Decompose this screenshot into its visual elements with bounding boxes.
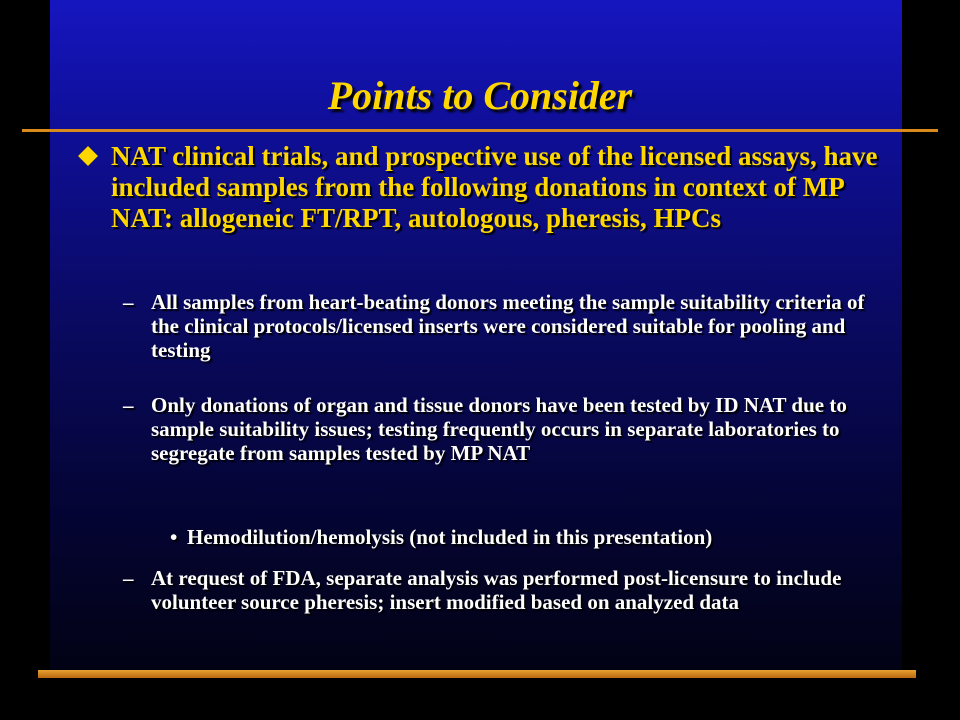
dash-bullet-icon: – [123,393,134,417]
sub-bullet-2: Only donations of organ and tissue donors have been tested by ID NAT due to sample suitability issues; testing frequently occurs in separate laboratories to segregate from samples tested by MP NAT [151,393,847,465]
dash-bullet-icon: – [123,566,134,590]
dot-bullet-icon: • [170,525,178,549]
main-bullet-text: NAT clinical trials, and prospective use of the licensed assays, have included samples from the following donations in context of MP NAT: allogeneic FT/RPT, autologous, pheresis, HPCs [111,141,878,233]
dash-bullet-icon: – [123,290,134,314]
title-divider [22,129,938,132]
sub-bullet-3: At request of FDA, separate analysis was performed post-licensure to include volunteer source pheresis; insert modified based on analyzed data [151,566,842,614]
sub-sub-bullet: Hemodilution/hemolysis (not included in this presentation) [187,525,713,549]
diamond-bullet-icon [77,145,99,167]
slide-title: Points to Consider [327,73,633,118]
bottom-accent-bar [38,670,916,678]
sub-bullet-1: All samples from heart-beating donors meeting the sample suitability criteria of the clinical protocols/licensed inserts were considered suitable for pooling and testing [151,290,865,362]
